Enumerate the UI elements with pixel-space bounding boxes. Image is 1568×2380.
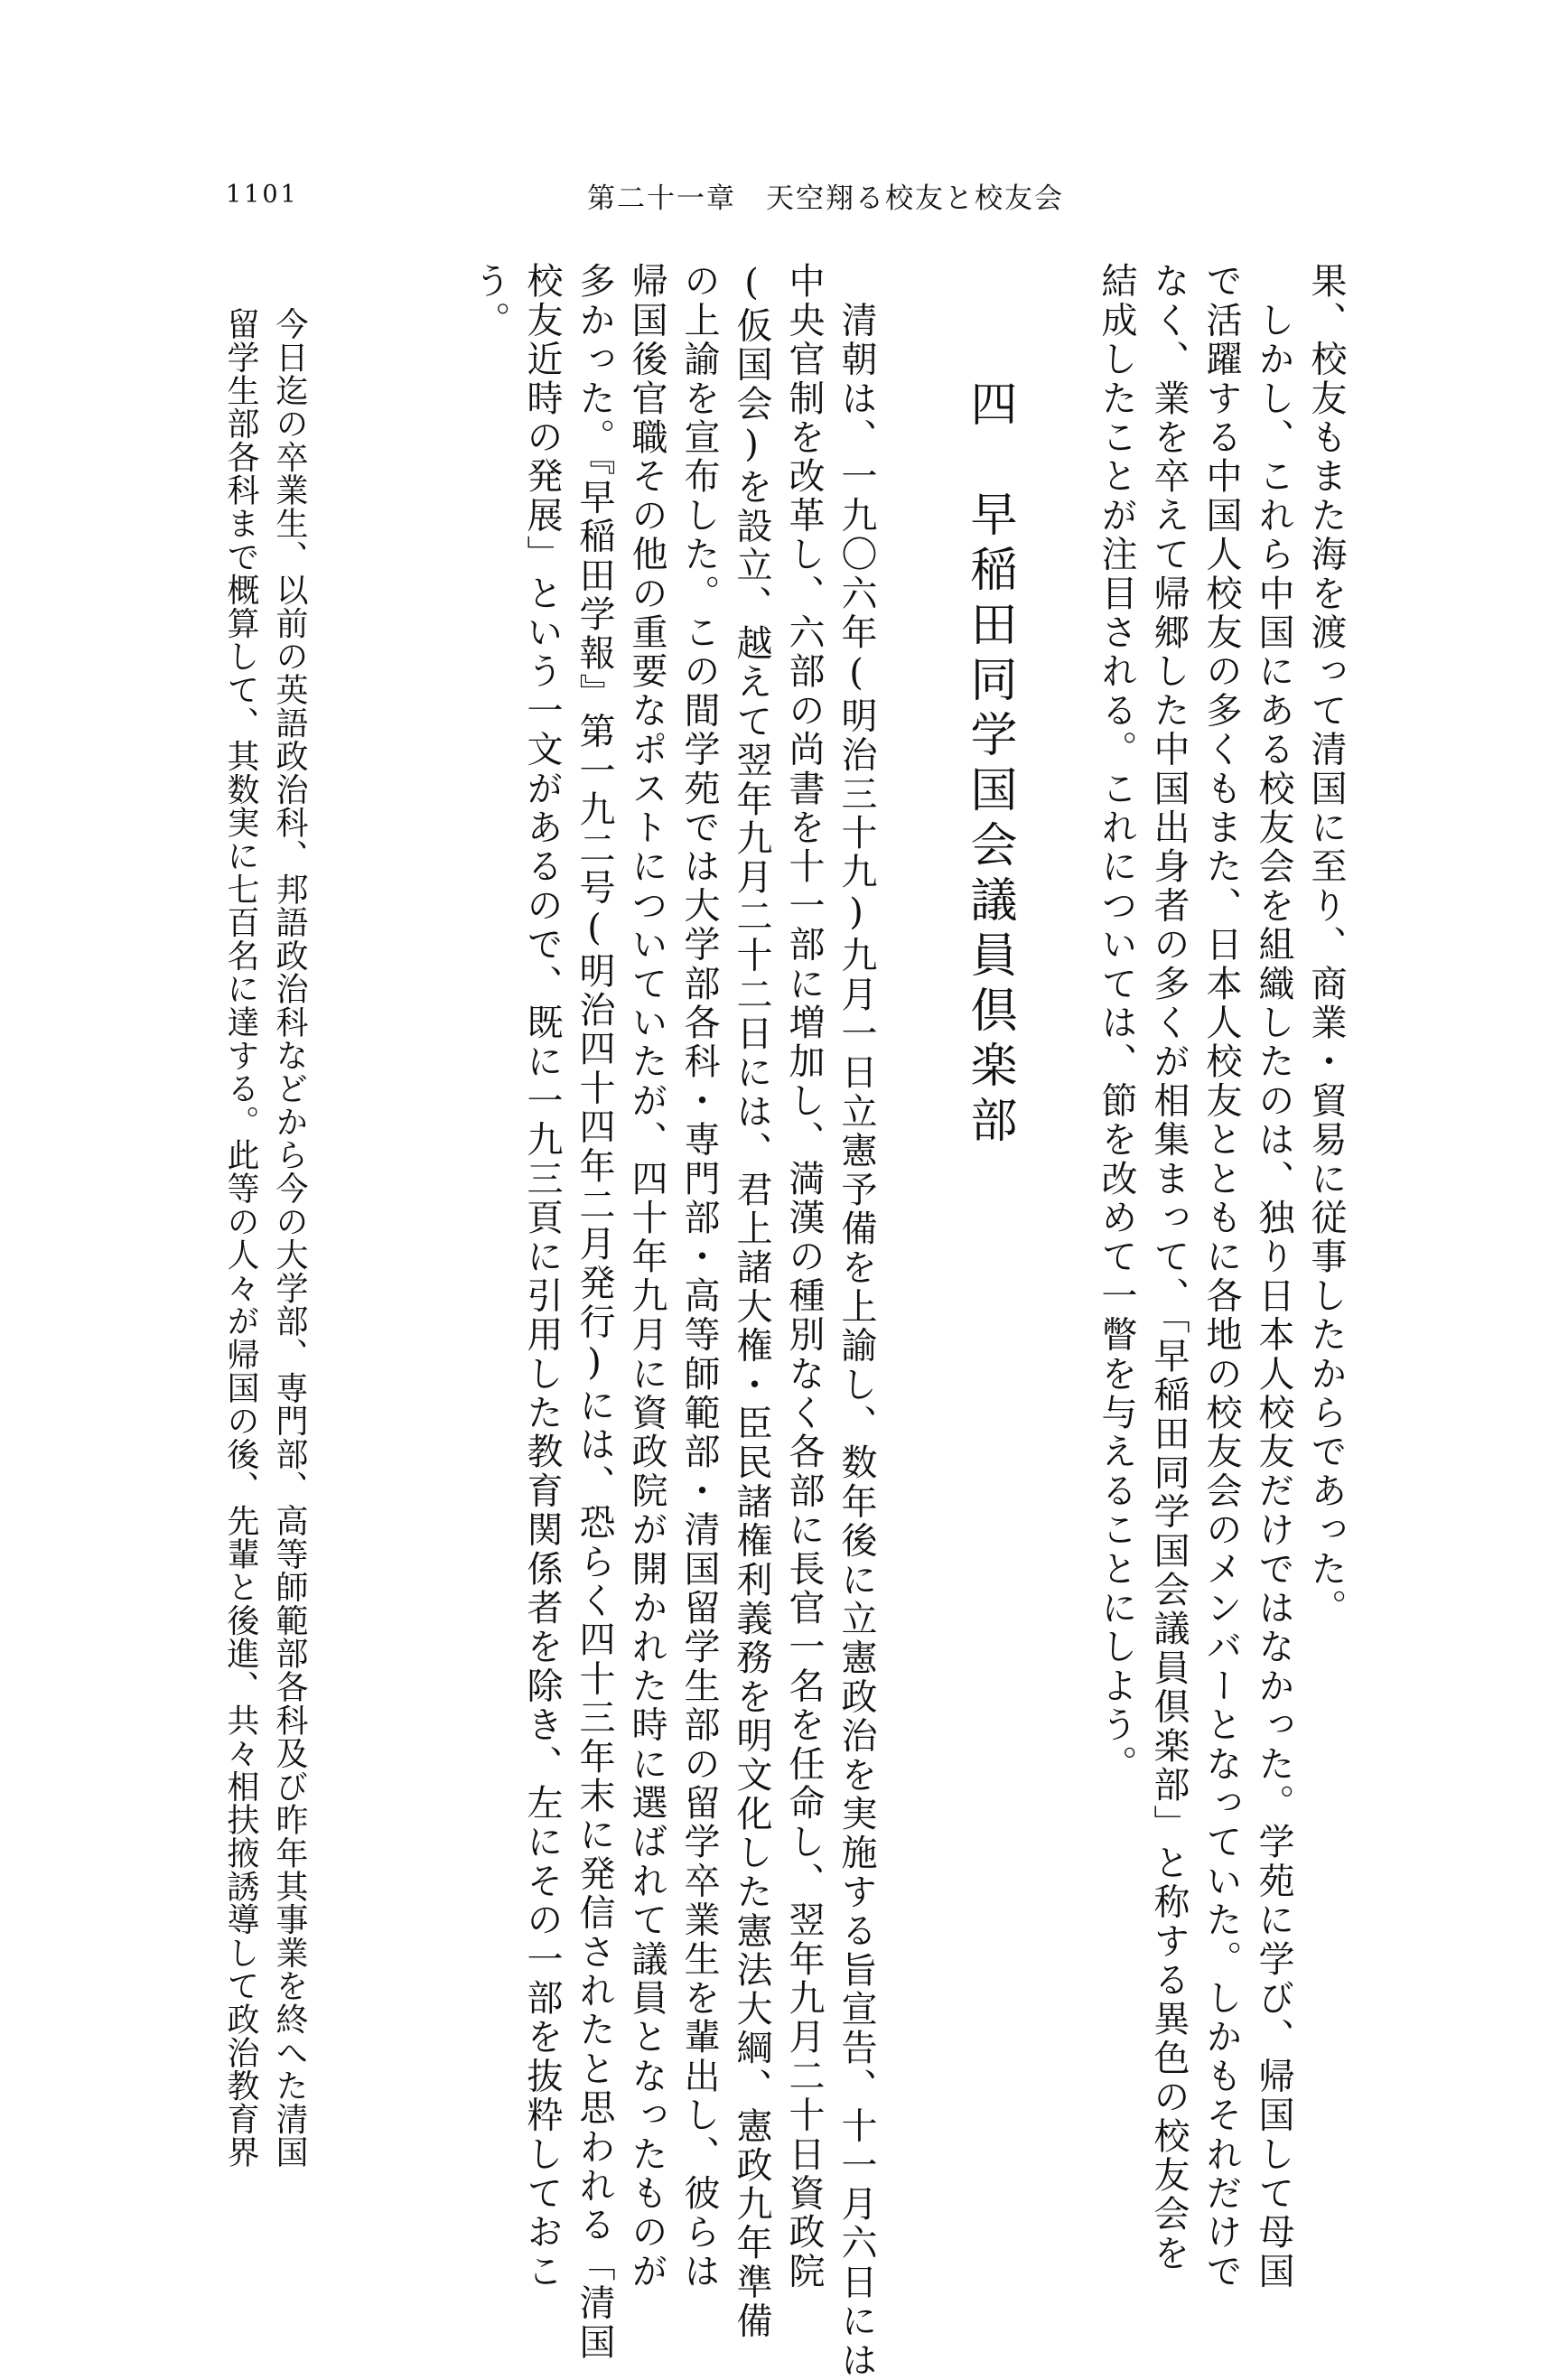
- text-column: う。: [469, 262, 510, 341]
- text-column: しかし、これら中国にある校友会を組織したのは、独り日本人校友だけではなかった。学苑に学び、帰国して母国: [1253, 262, 1294, 2291]
- text-column: 多かった。『早稲田学報』第一九二号(明治四十四年二月発行)には、恐らく四十三年末に発信されたと思われる「清国: [574, 262, 615, 2362]
- text-column: (仮国会)を設立、越えて翌年九月二十二日には、君上諸大権・臣民諸権利義務を明文化した憲法大綱、憲政九年準備: [731, 262, 772, 2341]
- text-column: 清朝は、一九〇六年(明治三十九)九月一日立憲予備を上諭し、数年後に立憲政治を実施する旨宣告、十一月六日には: [835, 262, 877, 2380]
- quote-column: 今日迄の卒業生、以前の英語政治科、邦語政治科などから今の大学部、専門部、高等師範部各科及び昨年其事業を終へた清国: [271, 307, 308, 2169]
- page-header: [217, 181, 1346, 217]
- text-column: の上諭を宣布した。この間学苑では大学部各科・専門部・高等師範部・清国留学生部の留学卒業生を輩出し、彼らは: [678, 262, 720, 2291]
- text-column: 中央官制を改革し、六部の尚書を十一部に増加し、満漢の種別なく各部に長官一名を任命し、翌年九月二十日資政院: [783, 262, 825, 2291]
- text-column: 果、校友もまた海を渡って清国に至り、商業・貿易に従事したからであった。: [1305, 262, 1347, 1628]
- quote-column: 留学生部各科まで概算して、其数実に七百名に達する。此等の人々が帰国の後、先輩と後進、共々相扶掖誘導して政治教育界: [222, 307, 259, 2169]
- text-column: なく、業を卒えて帰郷した中国出身者の多くが相集まって、「早稲田同学国会議員倶楽部」と称する異色の校友会を: [1148, 262, 1190, 2273]
- text-column: 結成したことが注目される。これについては、節を改めて一瞥を与えることにしよう。: [1096, 262, 1137, 1784]
- section-heading: 四 早稲田同学国会議員倶楽部: [962, 379, 1016, 1151]
- running-title: 第二十一章 天空翔る校友と校友会: [587, 182, 1064, 215]
- text-column: で活躍する中国人校友の多くもまた、日本人校友とともに各地の校友会のメンバーとなっていた。しかもそれだけで: [1200, 262, 1242, 2291]
- text-column: 校友近時の発展」という一文があるので、既に一九三頁に引用した教育関係者を除き、左にその一部を抜粋しておこ: [521, 262, 563, 2291]
- page-number: 1101: [226, 181, 299, 209]
- vertical-text-body: [0, 262, 1568, 2380]
- text-column: 帰国後官職その他の重要なポストについていたが、四十年九月に資政院が開かれた時に選ばれて議員となったものが: [626, 262, 667, 2291]
